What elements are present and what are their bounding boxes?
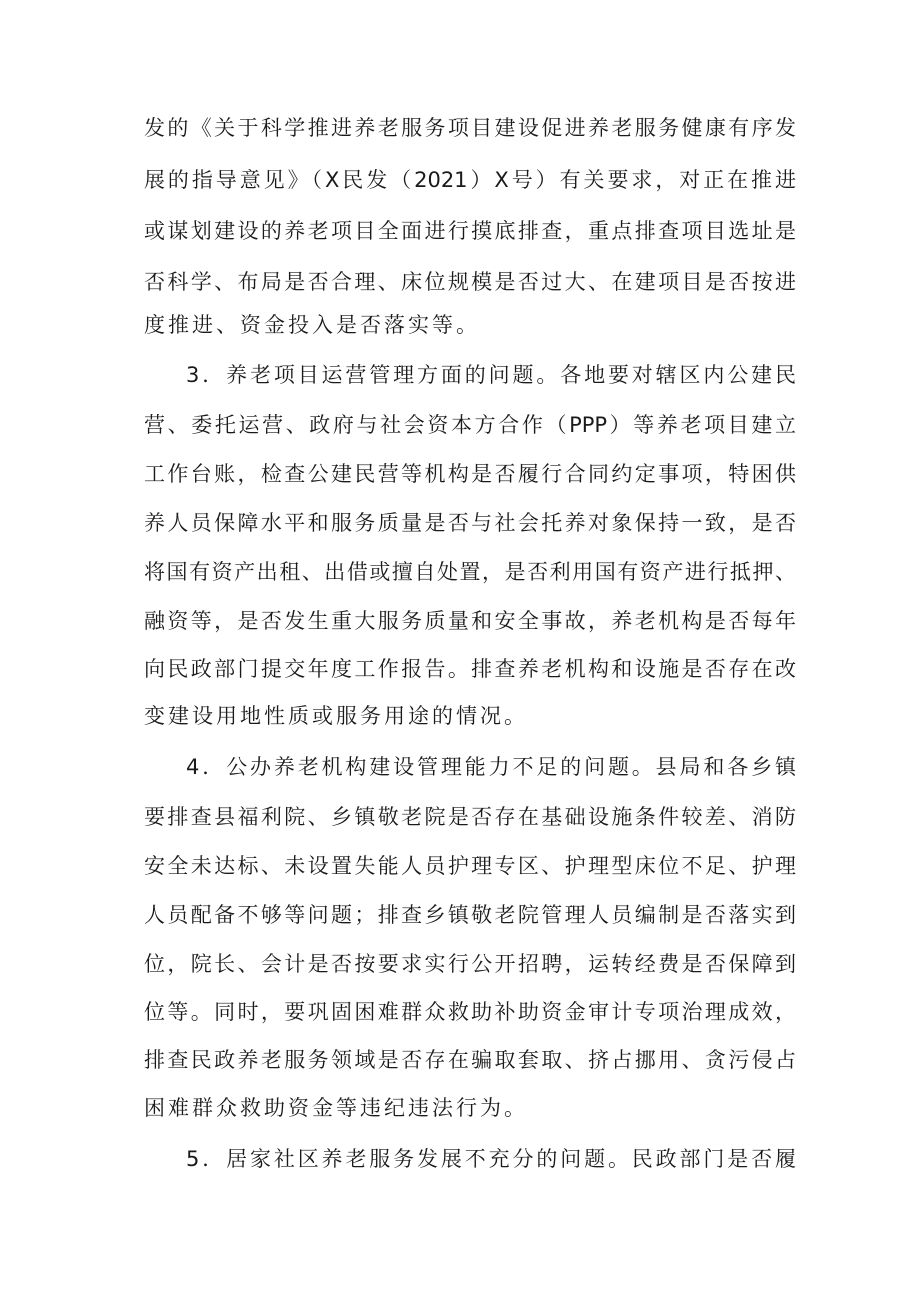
body-text-line: 向民政部门提交年度工作报告。排查养老机构和设施是否存在改	[144, 657, 796, 681]
body-text-line: 展的指导意见》（X民发（2021）X号）有关要求，对正在推进	[144, 168, 796, 192]
body-text-line: 养人员保障水平和服务质量是否与社会托养对象保持一致，是否	[144, 511, 796, 535]
body-text-line: 营、委托运营、政府与社会资本方合作（PPP）等养老项目建立	[144, 413, 796, 437]
body-text-line: 否科学、布局是否合理、床位规模是否过大、在建项目是否按进	[144, 270, 796, 294]
body-text-line: 要排查县福利院、乡镇敬老院是否存在基础设施条件较差、消防	[144, 805, 796, 829]
body-text-line: 人员配备不够等问题；排查乡镇敬老院管理人员编制是否落实到	[144, 903, 796, 927]
body-text-line: 发的《关于科学推进养老服务项目建设促进养老服务健康有序发	[144, 116, 796, 140]
body-text-line: 工作台账，检查公建民营等机构是否履行合同约定事项，特困供	[144, 462, 796, 486]
section-heading-line: 5．居家社区养老服务发展不充分的问题。民政部门是否履	[186, 1147, 796, 1171]
body-text-line: 位，院长、会计是否按要求实行公开招聘，运转经费是否保障到	[144, 952, 796, 976]
body-text-line: 或谋划建设的养老项目全面进行摸底排查，重点排查项目选址是	[144, 219, 796, 243]
body-text-line: 困难群众救助资金等违纪违法行为。	[144, 1096, 528, 1120]
body-text-line: 度推进、资金投入是否落实等。	[144, 313, 480, 337]
body-text-line: 融资等，是否发生重大服务质量和安全事故，养老机构是否每年	[144, 609, 796, 633]
body-text-line: 将国有资产出租、出借或擅自处置，是否利用国有资产进行抵押、	[144, 560, 796, 584]
body-text-line: 排查民政养老服务领域是否存在骗取套取、挤占挪用、贪污侵占	[144, 1048, 796, 1072]
body-text-line: 安全未达标、未设置失能人员护理专区、护理型床位不足、护理	[144, 854, 796, 878]
section-heading-line: 3．养老项目运营管理方面的问题。各地要对辖区内公建民	[186, 363, 796, 387]
body-text-line: 位等。同时，要巩固困难群众救助补助资金审计专项治理成效，	[144, 1000, 796, 1024]
body-text-line: 变建设用地性质或服务用途的情况。	[144, 704, 528, 728]
section-heading-line: 4．公办养老机构建设管理能力不足的问题。县局和各乡镇	[186, 755, 796, 779]
